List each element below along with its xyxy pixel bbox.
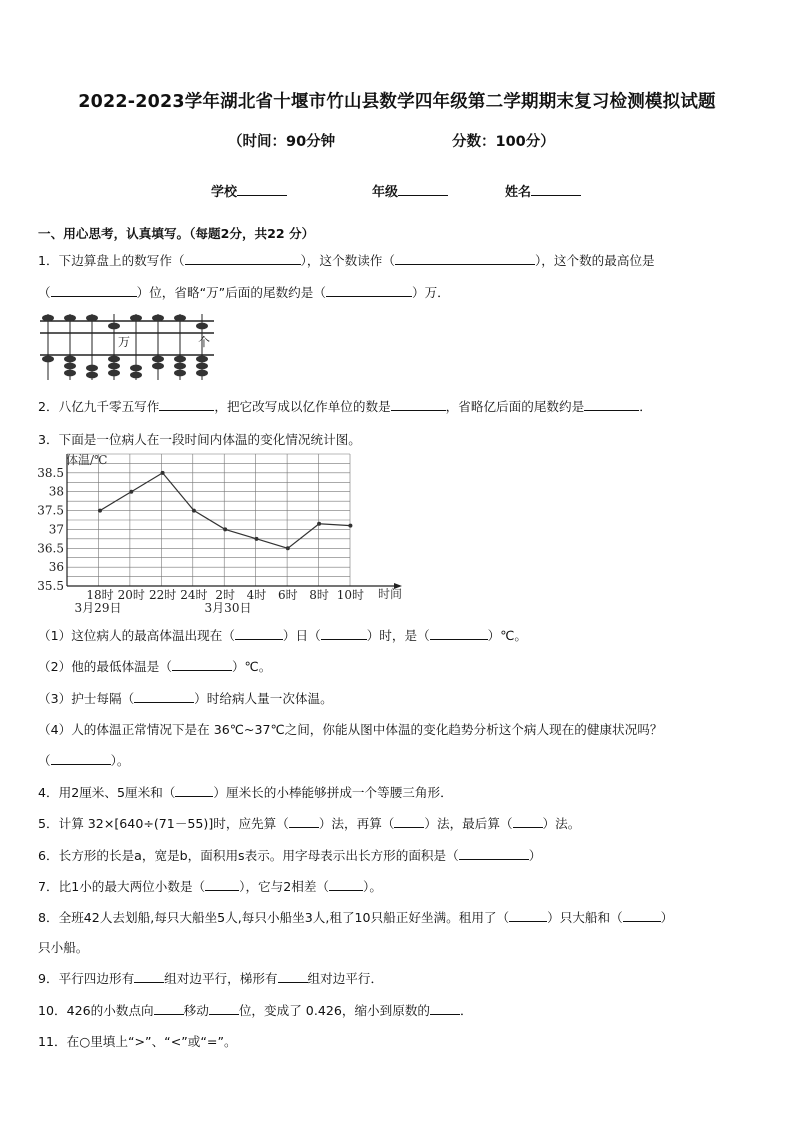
- y-tick-label: 37: [48, 522, 64, 537]
- q9-answer-blank[interactable]: [134, 970, 164, 983]
- x-axis-label: 时间: [378, 587, 403, 601]
- q4-text-b: ）厘米长的小棒能够拼成一个等腰三角形．: [213, 785, 453, 800]
- x-tick-label: 18时: [86, 588, 114, 602]
- q1-text-a: 1．下边算盘上的数写作（: [38, 253, 185, 268]
- q2-answer-blank[interactable]: [584, 398, 639, 411]
- question-11: 11．在○里填上“>”、“<”或“=”。: [38, 1034, 237, 1049]
- question-8-line-1: [38, 907, 673, 926]
- grade-label: 年级: [372, 185, 399, 200]
- question-4: [38, 782, 453, 801]
- data-point: [223, 527, 227, 531]
- q6-text-b: ）: [528, 848, 542, 863]
- q10-text-c: 位，变成了 0.426，缩小到原数的: [238, 1003, 431, 1018]
- q3-3-text-a: （3）护士每隔（: [38, 691, 135, 706]
- q3-1-text-d: ）℃。: [487, 628, 528, 643]
- name-label: 姓名: [505, 185, 532, 200]
- q6-answer-blank[interactable]: [459, 847, 529, 860]
- x-tick-label: 20时: [117, 588, 145, 602]
- q10-answer-blank[interactable]: [430, 1002, 460, 1015]
- q1-answer-blank[interactable]: [185, 252, 301, 265]
- question-3-sub-3: [38, 688, 333, 707]
- q2-text-a: 2．八亿九千零五写作: [38, 399, 160, 414]
- q6-text-a: 6．长方形的长是a，宽是b，面积用s表示。用字母表示出长方形的面积是（: [38, 848, 459, 863]
- q3-1-text-a: （1）这位病人的最高体温出现在（: [38, 628, 235, 643]
- date-label: 3月30日: [204, 601, 252, 615]
- question-1-line-1: [38, 250, 655, 269]
- grade-field: [372, 181, 448, 200]
- q5-answer-blank[interactable]: [394, 815, 424, 828]
- score-label: 分数：100分）: [452, 134, 555, 150]
- q3-4-answer-blank[interactable]: [51, 752, 111, 765]
- q3-1-text-c: ）时，是（: [366, 628, 430, 643]
- date-label: 3月29日: [74, 601, 122, 615]
- abacus-label-wan: 万: [118, 335, 131, 349]
- q2-text-c: ，省略亿后面的尾数约是: [445, 399, 585, 414]
- q9-text-b: 组对边平行，梯形有: [164, 971, 278, 986]
- q3-1-answer-blank[interactable]: [430, 627, 488, 640]
- x-tick-label: 2时: [215, 588, 236, 602]
- q1-answer-blank[interactable]: [326, 284, 412, 297]
- q1-text-d: （: [38, 285, 51, 300]
- y-tick-label: 36.5: [37, 541, 64, 556]
- name-field: [505, 181, 581, 200]
- q1-answer-blank[interactable]: [395, 252, 535, 265]
- q5-text-a: 5．计算 32×[640÷(71－55)]时，应先算（: [38, 816, 289, 831]
- q7-answer-blank[interactable]: [329, 878, 363, 891]
- x-tick-label: 8时: [309, 588, 329, 602]
- q5-answer-blank[interactable]: [289, 815, 319, 828]
- q8-answer-blank[interactable]: [509, 909, 547, 922]
- q7-text-c: ）。: [363, 879, 382, 894]
- x-tick-label: 10时: [336, 588, 365, 602]
- question-3-sub-4: （4）人的体温正常情况下是在 36℃~37℃之间，你能从图中体温的变化趋势分析这个病人现在的健康状况吗？: [38, 722, 663, 737]
- question-2: [38, 396, 652, 415]
- q9-text-a: 9．平行四边形有: [38, 971, 135, 986]
- q2-text-d: ．: [639, 399, 652, 414]
- data-point: [192, 509, 196, 513]
- q5-answer-blank[interactable]: [513, 815, 543, 828]
- question-7: [38, 876, 382, 895]
- school-input-line[interactable]: [237, 183, 287, 196]
- q1-answer-blank[interactable]: [51, 284, 137, 297]
- data-point: [98, 509, 102, 513]
- q3-2-text-a: （2）他的最低体温是（: [38, 659, 172, 674]
- y-tick-label: 38.5: [37, 465, 64, 480]
- q8-text-a: 8．全班42人去划船,每只大船坐5人,每只小船坐3人,租了10只船正好坐满。租用了（: [38, 910, 510, 925]
- question-10: [38, 1000, 473, 1019]
- y-tick-label: 37.5: [37, 503, 64, 518]
- section-heading: 一、用心思考，认真填写。（每题2分，共22 分）: [38, 226, 315, 241]
- q3-3-answer-blank[interactable]: [134, 690, 194, 703]
- q10-text-b: 移动: [183, 1003, 209, 1018]
- school-field: [211, 181, 287, 200]
- q8-text-c: ）: [660, 910, 674, 925]
- q10-text-d: ．: [460, 1003, 473, 1018]
- temperature-line-chart: [36, 448, 416, 618]
- x-tick-label: 24时: [180, 588, 208, 602]
- abacus-label-ge: 个: [198, 335, 211, 349]
- grade-input-line[interactable]: [398, 183, 448, 196]
- question-9: [38, 968, 383, 987]
- time-label: （时间：90分钟: [228, 134, 336, 150]
- x-tick-label: 4时: [246, 588, 267, 602]
- q10-answer-blank[interactable]: [154, 1002, 184, 1015]
- question-5: [38, 813, 580, 832]
- q1-text-b: ），这个数读作（: [300, 253, 395, 268]
- q10-text-a: 10．426的小数点向: [38, 1003, 154, 1018]
- question-3-sub-1: [38, 625, 527, 644]
- school-label: 学校: [211, 185, 238, 200]
- q2-text-b: ，把它改写成以亿作单位的数是: [214, 399, 391, 414]
- q3-4-text-a: （: [38, 753, 51, 768]
- y-axis-label: 体温/℃: [66, 453, 108, 467]
- q9-text-c: 组对边平行．: [307, 971, 384, 986]
- q8-answer-blank[interactable]: [623, 909, 661, 922]
- question-3-sub-2: [38, 656, 271, 675]
- q10-answer-blank[interactable]: [209, 1002, 239, 1015]
- data-point: [161, 471, 165, 475]
- data-point: [129, 490, 133, 494]
- q1-text-f: ）万．: [411, 285, 450, 300]
- question-8-line-2: 只小船。: [38, 940, 89, 955]
- q5-text-b: ）法，再算（: [318, 816, 395, 831]
- q1-text-c: ），这个数的最高位是: [535, 253, 655, 268]
- q4-text-a: 4．用2厘米、5厘米和（: [38, 785, 176, 800]
- q7-answer-blank[interactable]: [205, 878, 239, 891]
- q3-4-text-b: ）。: [110, 753, 130, 768]
- q9-answer-blank[interactable]: [278, 970, 308, 983]
- q7-text-a: 7．比1小的最大两位小数是（: [38, 879, 206, 894]
- x-tick-label: 6时: [277, 588, 298, 602]
- abacus-figure: [36, 310, 218, 385]
- q2-answer-blank[interactable]: [391, 398, 446, 411]
- y-tick-label: 36: [48, 560, 64, 575]
- q5-text-c: ）法，最后算（: [424, 816, 513, 831]
- q3-1-answer-blank[interactable]: [235, 627, 283, 640]
- q3-2-answer-blank[interactable]: [172, 658, 232, 671]
- question-3-intro: 3．下面是一位病人在一段时间内体温的变化情况统计图。: [38, 432, 361, 447]
- question-6: [38, 845, 541, 864]
- data-point: [255, 537, 259, 541]
- q7-text-b: ），它与2相差（: [239, 879, 330, 894]
- y-tick-label: 38: [48, 484, 64, 499]
- x-tick-label: 22时: [148, 588, 177, 602]
- question-3-sub-4-answer: [38, 750, 129, 769]
- q8-text-b: ）只大船和（: [547, 910, 623, 925]
- data-point: [317, 522, 321, 526]
- q3-2-text-b: ）℃。: [231, 659, 272, 674]
- q2-answer-blank[interactable]: [159, 398, 214, 411]
- data-point: [348, 524, 352, 528]
- data-point: [286, 546, 290, 550]
- q1-text-e: ）位，省略“万”后面的尾数约是（: [136, 285, 326, 300]
- name-input-line[interactable]: [531, 183, 581, 196]
- y-tick-label: 35.5: [37, 579, 64, 593]
- q3-3-text-b: ）时给病人量一次体温。: [194, 691, 333, 706]
- q4-answer-blank[interactable]: [175, 784, 213, 797]
- q3-1-answer-blank[interactable]: [321, 627, 367, 640]
- page-title: 2022-2023学年湖北省十堰市竹山县数学四年级第二学期期末复习检测模拟试题: [78, 92, 716, 112]
- q3-1-text-b: ）日（: [282, 628, 321, 643]
- q5-text-d: ）法。: [542, 816, 581, 831]
- question-1-line-2: [38, 282, 450, 301]
